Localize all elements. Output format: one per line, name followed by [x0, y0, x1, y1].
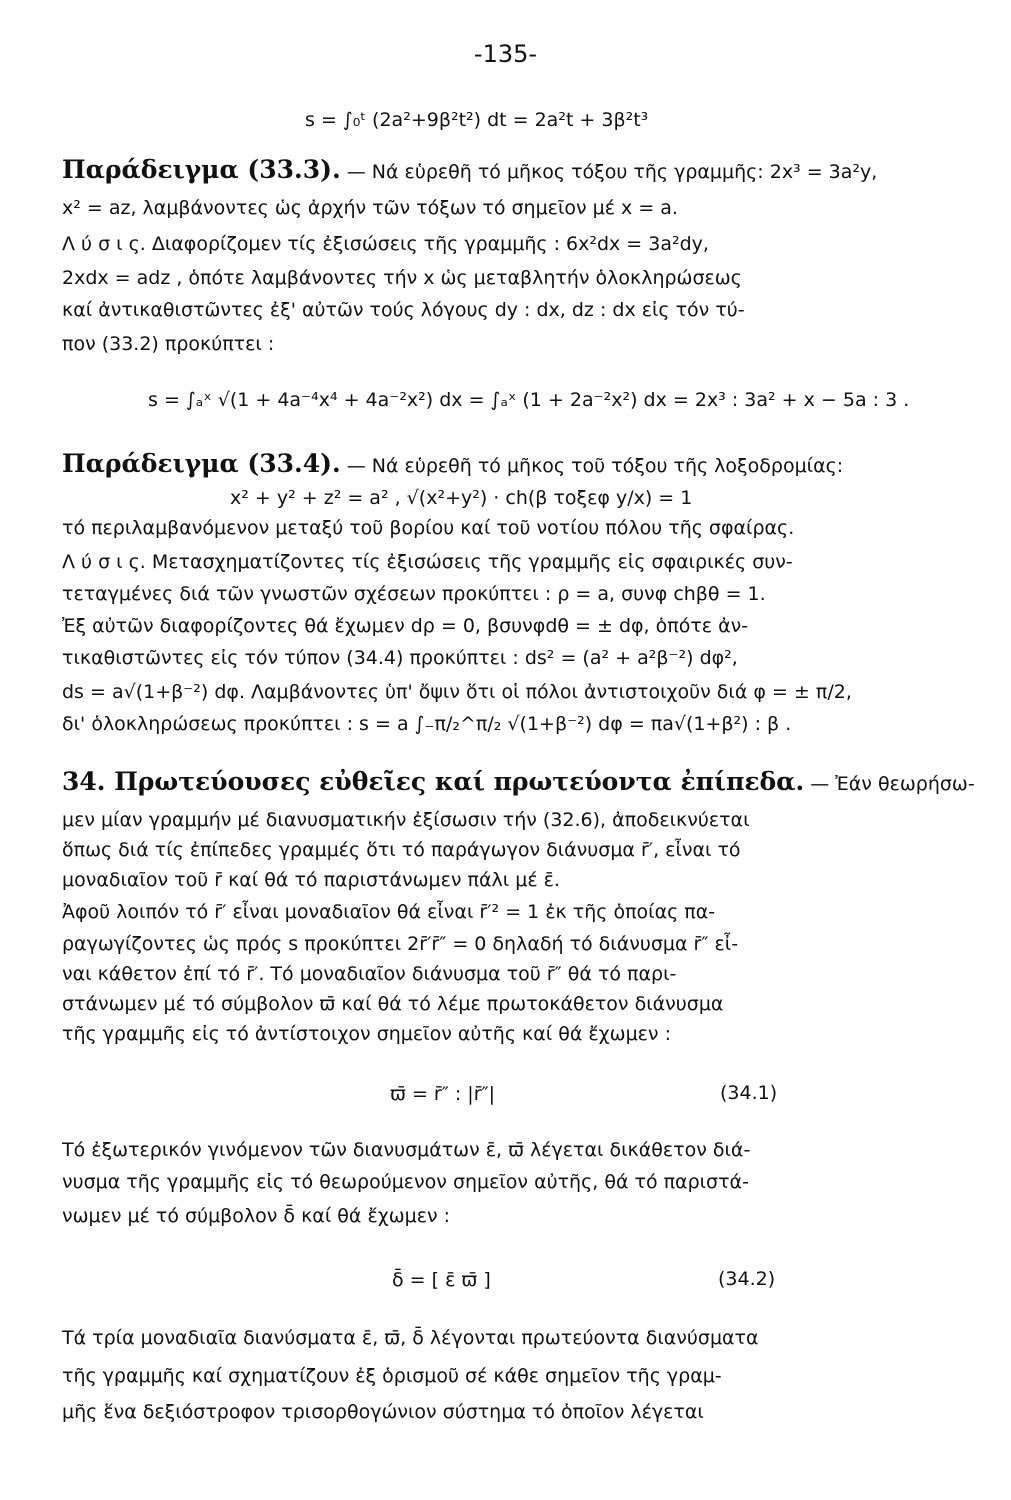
example-33-4-heading: Παράδειγμα (33.4). — [62, 449, 341, 478]
section-34-line-2: μεν μίαν γραμμήν μέ διανυσματικήν ἐξίσωσιν τήν (32.6), ἀποδεικνύεται — [62, 809, 750, 831]
section-34-par2-line-3: νωμεν μέ τό σύμβολον δ̄ καί θά ἔχωμεν : — [62, 1205, 451, 1227]
example-33-3-line-5: καί ἀντικαθιστῶντες ἐξ' αὐτῶν τούς λόγους dy : dx, dz : dx εἰς τόν τύ- — [62, 299, 745, 321]
example-33-4-line-1: Παράδειγμα (33.4). — Νά εὑρεθῆ τό μῆκος τοῦ τόξου τῆς λοξοδρομίας: — [62, 449, 844, 478]
example-33-4-line-2: x² + y² + z² = a² , √(x²+y²) · ch(β τοξεφ y/x) = 1 — [230, 487, 693, 509]
section-34-par3-line-3: μῆς ἕνα δεξιόστροφον τρισορθογώνιον σύστημα τό ὁποῖον λέγεται — [62, 1401, 704, 1423]
example-33-4-line-4: Λ ύ σ ι ς. Μετασχηματίζοντες τίς ἐξισώσεις τῆς γραμμῆς εἰς σφαιρικές συν- — [62, 551, 793, 573]
example-33-3-line-3: Λ ύ σ ι ς. Διαφορίζομεν τίς ἐξισώσεις τῆς γραμμῆς : 6x²dx = 3a²dy, — [62, 233, 709, 255]
section-34-line-7: ναι κάθετον ἐπί τό r̄′. Τό μοναδιαῖον διάνυσμα τοῦ r̄″ θά τό παρι- — [62, 963, 677, 985]
section-34-par2-line-2: νυσμα τῆς γραμμῆς εἰς τό θεωρούμενον σημεῖον αὐτῆς, θά τό παριστά- — [62, 1171, 749, 1193]
example-33-4-line-6: Ἐξ αὐτῶν διαφορίζοντες θά ἔχωμεν dρ = 0, βσυνφdθ = ± dφ, ὁπότε ἀν- — [62, 615, 749, 637]
example-33-3-heading: Παράδειγμα (33.3). — [62, 155, 341, 184]
section-34-line-8: στάνωμεν μέ τό σύμβολον ϖ̄ καί θά τό λέμε πρωτοκάθετον διάνυσμα — [62, 993, 724, 1015]
section-34-par3-line-2: τῆς γραμμῆς καί σχηματίζουν ἐξ ὁρισμοῦ σέ κάθε σημεῖον τῆς γραμ- — [62, 1365, 722, 1387]
example-33-3-line-1: Παράδειγμα (33.3). — Νά εὑρεθῆ τό μῆκος τόξου τῆς γραμμῆς: 2x³ = 3a²y, — [62, 155, 878, 184]
section-34-heading: 34. Πρωτεύουσες εὐθεῖες καί πρωτεύοντα ἐπίπεδα. — [62, 767, 805, 796]
equation-34-1-number: (34.1) — [720, 1082, 778, 1104]
section-34-line-9: τῆς γραμμῆς εἰς τό ἀντίστοιχον σημεῖον αὐτῆς καί θά ἔχωμεν : — [62, 1023, 671, 1045]
example-33-4-line-7: τικαθιστῶντες εἰς τόν τύπον (34.4) προκύπτει : ds² = (a² + a²β⁻²) dφ², — [62, 647, 738, 669]
formula-top: s = ∫₀ᵗ (2a²+9β²t²) dt = 2a²t + 3β²t³ — [305, 109, 649, 131]
equation-34-2: δ̄ = [ ε̄ ϖ̄ ] — [392, 1269, 491, 1291]
example-33-3-line-2: x² = az, λαμβάνοντες ὡς ἀρχήν τῶν τόξων τό σημεῖον μέ x = a. — [62, 197, 678, 219]
example-33-4-line-3: τό περιλαμβανόμενον μεταξύ τοῦ βορίου καί τοῦ νοτίου πόλου τῆς σφαίρας. — [62, 517, 795, 539]
equation-34-2-number: (34.2) — [718, 1268, 776, 1290]
example-33-3-line-4: 2xdx = adz , ὁπότε λαμβάνοντες τήν x ὡς μεταβλητήν ὁλοκληρώσεως — [62, 267, 742, 289]
example-33-4-line-9: δι' ὁλοκληρώσεως προκύπτει : s = a ∫₋π/₂^π/₂ √(1+β⁻²) dφ = πa√(1+β²) : β . — [62, 713, 792, 735]
example-33-4-line-5: τεταγμένες διά τῶν γνωστῶν σχέσεων προκύπτει : ρ = a, συνφ chβθ = 1. — [62, 583, 766, 605]
equation-34-1: ϖ̄ = r̄″ : |r̄″| — [390, 1083, 496, 1105]
example-33-4-line-8: ds = a√(1+β⁻²) dφ. Λαμβάνοντες ὑπ' ὄψιν ὅτι οἱ πόλοι ἀντιστοιχοῦν διά φ = ± π/2, — [62, 681, 852, 703]
section-34-par2-line-1: Τό ἐξωτερικόν γινόμενον τῶν διανυσμάτων ε̄, ϖ̄ λέγεται δικάθετον διά- — [62, 1139, 751, 1161]
example-33-3-formula: s = ∫ₐˣ √(1 + 4a⁻⁴x⁴ + 4a⁻²x²) dx = ∫ₐˣ (1 + 2a⁻²x²) dx = 2x³ : 3a² + x − 5a : 3 . — [148, 389, 910, 411]
section-34-line-4: μοναδιαῖον τοῦ r̄ καί θά τό παριστάνωμεν πάλι μέ ε̄. — [62, 869, 560, 891]
section-34-line-3: ὅπως διά τίς ἐπίπεδες γραμμές ὅτι τό παράγωγον διάνυσμα r̄′, εἶναι τό — [62, 839, 741, 861]
section-34-par3-line-1: Τά τρία μοναδιαῖα διανύσματα ε̄, ϖ̄, δ̄ λέγονται πρωτεύοντα διανύσματα — [62, 1327, 759, 1349]
example-33-3-line-6: πον (33.2) προκύπτει : — [62, 333, 275, 355]
section-34-line-6: ραγωγίζοντες ὡς πρός s προκύπτει 2r̄′r̄″ = 0 δηλαδή τό διάνυσμα r̄″ εἶ- — [62, 933, 739, 955]
page-number: -135- — [473, 40, 538, 68]
section-34-line-1: 34. Πρωτεύουσες εὐθεῖες καί πρωτεύοντα ἐπίπεδα. — Ἐάν θεωρήσω- — [62, 767, 975, 796]
section-34-line-5: Ἀφοῦ λοιπόν τό r̄′ εἶναι μοναδιαῖον θά εἶναι r̄′² = 1 ἐκ τῆς ὁποίας πα- — [62, 901, 716, 923]
